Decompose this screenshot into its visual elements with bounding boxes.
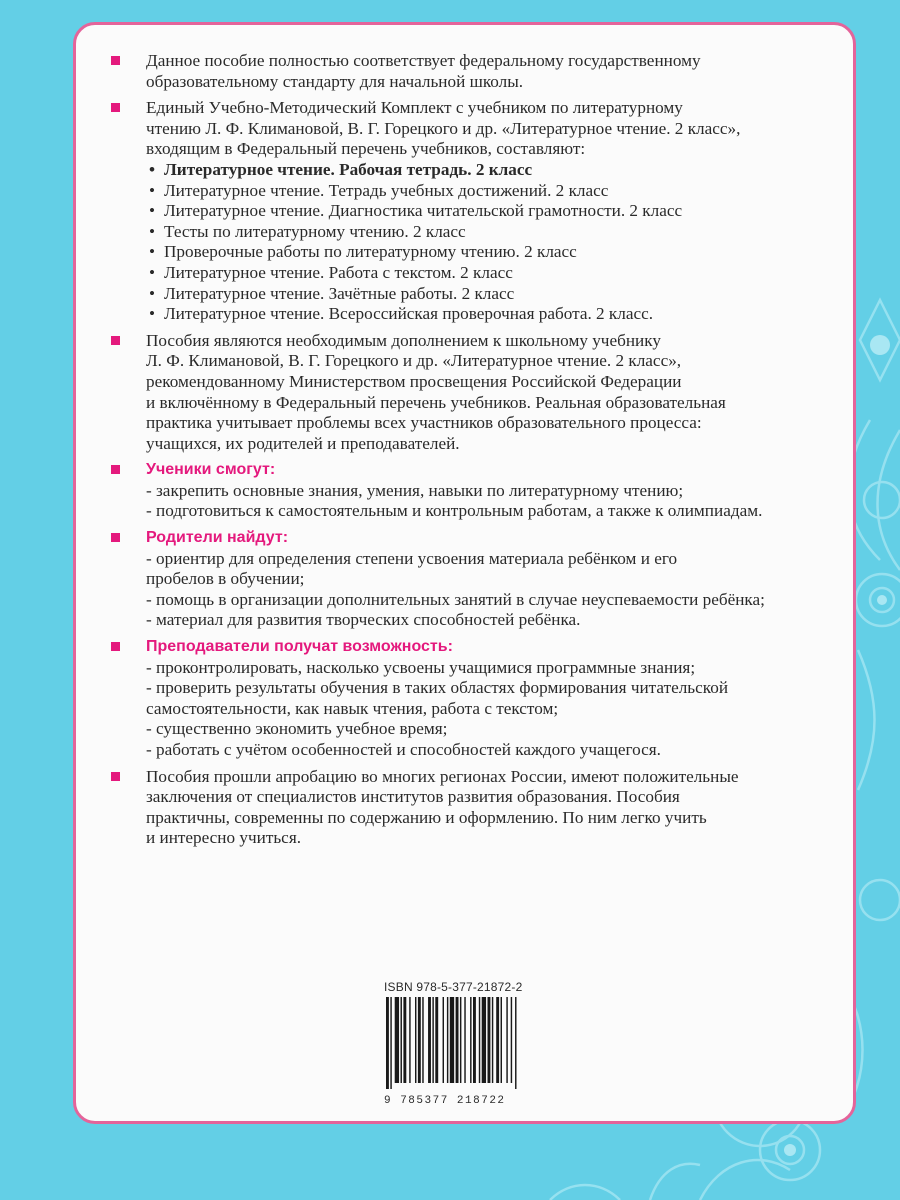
workbook-list xyxy=(146,160,831,325)
content-panel xyxy=(73,22,856,1124)
isbn-label: ISBN 978-5-377-21872-2 xyxy=(384,980,523,994)
barcode-digits: 9 785377 218722 xyxy=(384,1095,506,1107)
barcode-bars xyxy=(384,997,574,1089)
list-item: • Литературное чтение. Тетрадь учебных достижений. 2 класс xyxy=(146,181,831,202)
students-heading: Ученики смогут: xyxy=(146,461,276,479)
section-marker xyxy=(111,465,120,474)
section-marker xyxy=(111,642,120,651)
section-marker xyxy=(111,56,120,65)
parents-section: Родители найдут: - ориентир для определения степени усвоения материала ребёнком и его пробелов в обучении; - помощь в организации дополнительных занятий в случае неуспеваемости ребёнка; - материал для развития творческих способностей ребёнка. xyxy=(106,528,831,631)
list-item: • Литературное чтение. Диагностика читательской грамотности. 2 класс xyxy=(146,201,831,222)
teachers-section: Преподаватели получат возможность: - проконтролировать, насколько усвоены учащимися программные знания; - проверить результаты обучения в таких областях формирования читательской самостоятельности, как навык чтения, работа с текстом; - существенно экономить учебное время; - работать с учётом особенностей и способностей каждого учащегося. xyxy=(106,637,831,761)
list-item: • Литературное чтение. Всероссийская проверочная работа. 2 класс. xyxy=(146,304,831,325)
list-item: • Литературное чтение. Зачётные работы. 2 класс xyxy=(146,284,831,305)
list-item: • Тесты по литературному чтению. 2 класс xyxy=(146,222,831,243)
intro-paragraph: Данное пособие полностью соответствует федеральному государственному образовательному стандарту для начальной школы. xyxy=(106,51,831,92)
closing-paragraph: Пособия прошли апробацию во многих регионах России, имеют положительные заключения от специалистов институтов развития образования. Пособия практичны, современны по содержанию и оформлению. По ним легко учить и интересно учиться. xyxy=(106,767,831,849)
parents-heading: Родители найдут: xyxy=(146,529,289,547)
students-section: Ученики смогут: - закрепить основные знания, умения, навыки по литературному чтению; - подготовиться к самостоятельным и контрольным работам, а также к олимпиадам. xyxy=(106,460,831,522)
section-marker xyxy=(111,533,120,542)
section-marker xyxy=(111,772,120,781)
umk-paragraph: Единый Учебно-Методический Комплект с учебником по литературному чтению Л. Ф. Климановой, В. Г. Горецкого и др. «Литературное чтение. 2 класс», входящим в Федеральный перечень учебников, составляют: • Литературное чтение. Рабочая тетрадь. 2 класс • Литературное чтение. Тетрадь учебных достижений. 2 класс • Литературное чтение. Диагностика читательской грамотности. 2 класс • Тесты по литературному чтению. 2 класс • Проверочные работы по литературному чтению. 2 класс • Литературное чтение. Работа с текстом. 2 класс • Литературное чтение. Зачётные работы. 2 класс • Литературное чтение. Всероссийская проверочная работа. 2 класс. xyxy=(106,98,831,325)
supplement-paragraph: Пособия являются необходимым дополнением к школьному учебнику Л. Ф. Климановой, В. Г. Горецкого и др. «Литературное чтение. 2 класс», рекомендованному Министерством просвещения Российской Федерации и включённому в Федеральный перечень учебников. Реальная образовательная практика учитывает проблемы всех участников образовательного процесса: учащихся, их родителей и преподавателей. xyxy=(106,331,831,455)
list-item: • Литературное чтение. Работа с текстом. 2 класс xyxy=(146,263,831,284)
list-item: • Литературное чтение. Рабочая тетрадь. 2 класс xyxy=(146,160,831,181)
section-marker xyxy=(111,103,120,112)
teachers-heading: Преподаватели получат возможность: xyxy=(146,638,453,656)
isbn-barcode xyxy=(384,980,574,1107)
list-item: • Проверочные работы по литературному чтению. 2 класс xyxy=(146,242,831,263)
section-marker xyxy=(111,336,120,345)
